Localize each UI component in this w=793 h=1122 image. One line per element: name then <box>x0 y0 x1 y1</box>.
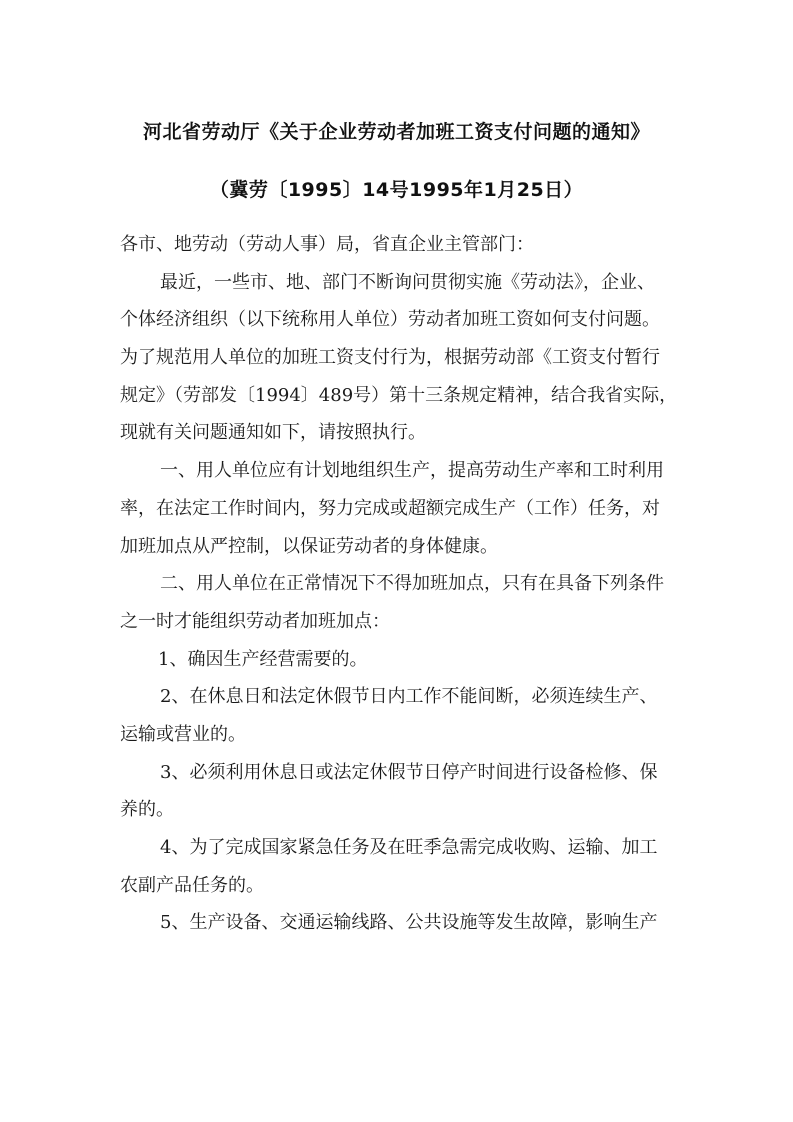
list-item-line: 养的。 <box>120 799 174 821</box>
document-body <box>120 226 680 942</box>
paragraph-line: 之一时才能组织劳动者加班加点： <box>120 610 390 632</box>
paragraph-line: 最近，一些市、地、部门不断询问贯彻实施《劳动法》，企业、 <box>160 271 655 293</box>
paragraph-line: 加班加点从严控制，以保证劳动者的身体健康。 <box>120 535 498 557</box>
document-title: 河北省劳动厅《关于企业劳动者加班工资支付问题的通知》 <box>142 121 650 143</box>
paragraph-line: 现就有关问题通知如下，请按照执行。 <box>120 422 426 444</box>
list-item-line: 1、确因生产经营需要的。 <box>158 648 368 670</box>
paragraph-line: 一、用人单位应有计划地组织生产，提高劳动生产率和工时利用 <box>160 460 664 482</box>
addressee-line: 各市、地劳动（劳动人事）局，省直企业主管部门： <box>120 234 534 255</box>
document-subtitle: （冀劳〔1995〕14号1995年1月25日） <box>209 179 584 201</box>
list-item-line: 4、为了完成国家紧急任务及在旺季急需完成收购、运输、加工 <box>160 837 658 858</box>
paragraph-line: 个体经济组织（以下统称用人单位）劳动者加班工资如何支付问题。 <box>120 309 660 331</box>
list-item-line: 运输或营业的。 <box>120 723 246 745</box>
list-item-line: 农副产品任务的。 <box>120 874 264 896</box>
list-item-line: 2、在休息日和法定休假节日内工作不能间断，必须连续生产、 <box>160 686 658 708</box>
list-item-line: 3、必须利用休息日或法定休假节日停产时间进行设备检修、保 <box>160 761 658 783</box>
list-item-line: 5、生产设备、交通运输线路、公共设施等发生故障，影响生产 <box>160 912 658 934</box>
paragraph-line: 规定》（劳部发〔1994〕489号）第十三条规定精神，结合我省实际， <box>120 384 678 406</box>
paragraph-line: 率，在法定工作时间内，努力完成或超额完成生产（工作）任务，对 <box>120 497 660 519</box>
paragraph-line: 二、用人单位在正常情况下不得加班加点，只有在具备下列条件 <box>160 573 664 595</box>
paragraph-line: 为了规范用人单位的加班工资支付行为，根据劳动部《工资支付暂行 <box>120 347 660 369</box>
